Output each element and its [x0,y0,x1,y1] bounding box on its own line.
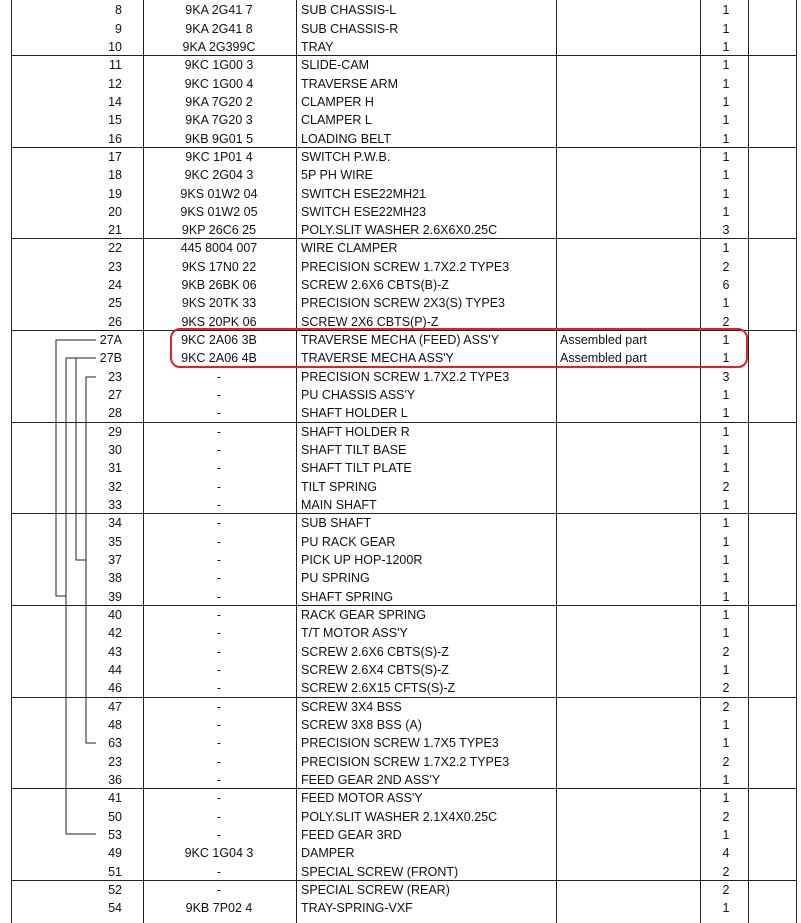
table-row [0,514,801,532]
part-number: - [216,369,222,384]
quantity: 1 [722,901,730,916]
item-number: 16 [108,131,122,146]
item-number: 35 [108,534,122,549]
part-number: 9KC 2A06 3B [181,333,257,348]
table-row [0,423,801,441]
table-row [0,166,801,184]
description: SLIDE-CAM [301,58,370,73]
quantity: 1 [722,168,730,183]
quantity: 1 [722,828,730,843]
item-number: 51 [108,864,122,879]
item-number: 14 [108,94,122,109]
item-number: 17 [108,149,122,164]
item-number: 38 [108,571,122,586]
item-number: 26 [108,314,122,329]
description: PRECISION SCREW 1.7X5 TYPE3 [301,736,499,751]
description: POLY.SLIT WASHER 2.6X6X0.25C [301,223,498,238]
quantity: 1 [722,663,730,678]
table-row [0,130,801,148]
part-number: 9KP 26C6 25 [181,223,257,238]
item-number: 47 [108,699,122,714]
quantity: 1 [722,534,730,549]
part-number: - [216,718,222,733]
description: TRAVERSE MECHA ASS'Y [301,351,454,366]
item-number: 50 [108,809,122,824]
item-number: 32 [108,479,122,494]
description: PRECISION SCREW 1.7X2.2 TYPE3 [301,754,510,769]
part-number: - [216,461,222,476]
table-row [0,478,801,496]
table-row [0,881,801,899]
description: PRECISION SCREW 1.7X2.2 TYPE3 [301,259,510,274]
table-row [0,533,801,551]
item-number: 9 [115,21,122,36]
quantity: 2 [722,259,730,274]
table-row [0,221,801,239]
table-row [0,808,801,826]
description: SUB SHAFT [301,516,372,531]
quantity: 1 [722,296,730,311]
part-number: - [216,589,222,604]
part-number: - [216,498,222,513]
part-number: 9KC 2A06 4B [181,351,257,366]
quantity: 1 [722,589,730,604]
item-number: 37 [108,553,122,568]
item-number: 44 [108,663,122,678]
description: POLY.SLIT WASHER 2.1X4X0.25C [301,809,498,824]
part-number: 9KC 1G04 3 [184,846,254,861]
table-row [0,789,801,807]
quantity: 1 [722,333,730,348]
quantity: 2 [722,644,730,659]
quantity: 2 [722,699,730,714]
description: CLAMPER H [301,94,374,109]
description: PICK UP HOP-1200R [301,553,423,568]
table-row [0,753,801,771]
description: PU CHASSIS ASS'Y [301,388,416,403]
item-number: 54 [108,901,122,916]
table-row [0,56,801,74]
table-row [0,496,801,514]
quantity: 1 [722,3,730,18]
table-row [0,404,801,422]
table-row [0,93,801,111]
table-row [0,386,801,404]
quantity: 1 [722,113,730,128]
description: 5P PH WIRE [301,168,374,183]
item-number: 29 [108,424,122,439]
quantity: 1 [722,571,730,586]
quantity: 1 [722,736,730,751]
quantity: 2 [722,809,730,824]
description: SPECIAL SCREW (REAR) [301,883,450,898]
description: SCREW 2.6X6 CBTS(B)-Z [301,278,449,293]
item-number: 34 [108,516,122,531]
item-number: 63 [108,736,122,751]
table-row [0,771,801,789]
table-row [0,551,801,569]
quantity: 2 [722,479,730,494]
item-number: 31 [108,461,122,476]
quantity: 2 [722,754,730,769]
quantity: 1 [722,553,730,568]
description: SCREW 3X4 BSS [301,699,402,714]
part-number: - [216,388,222,403]
quantity: 2 [722,681,730,696]
description: FEED GEAR 3RD [301,828,402,843]
part-number: 9KS 20PK 06 [181,314,257,329]
description: SWITCH P.W.B. [301,149,391,164]
description: SCREW 2.6X4 CBTS(S)-Z [301,663,449,678]
part-number: 9KC 2G04 3 [184,168,254,183]
part-number: - [216,681,222,696]
item-number: 42 [108,626,122,641]
quantity: 1 [722,186,730,201]
quantity: 1 [722,626,730,641]
description: SUB CHASSIS-R [301,21,399,36]
item-number: 27B [99,351,122,366]
quantity: 1 [722,406,730,421]
part-number: 9KS 01W2 05 [180,204,258,219]
description: PU SPRING [301,571,370,586]
quantity: 1 [722,351,730,366]
part-number: 9KA 7G20 3 [185,113,253,128]
description: SCREW 2X6 CBTS(P)-Z [301,314,439,329]
description: SUB CHASSIS-L [301,3,397,18]
description: RACK GEAR SPRING [301,608,427,623]
table-row [0,716,801,734]
quantity: 1 [722,718,730,733]
part-number: - [216,883,222,898]
item-number: 48 [108,718,122,733]
table-row [0,441,801,459]
description: LOADING BELT [301,131,392,146]
description: SPECIAL SCREW (FRONT) [301,864,459,879]
table-row [0,1,801,19]
part-number: - [216,553,222,568]
part-number: - [216,479,222,494]
table-row [0,643,801,661]
item-number: 22 [108,241,122,256]
remarks: Assembled part [560,333,647,348]
item-number: 23 [108,369,122,384]
quantity: 2 [722,314,730,329]
part-number: 9KC 1P01 4 [185,149,253,164]
part-number: - [216,663,222,678]
item-number: 40 [108,608,122,623]
description: TILT SPRING [301,479,377,494]
item-number: 8 [115,3,122,18]
part-number: - [216,791,222,806]
description: DAMPER [301,846,355,861]
part-number: 9KC 1G00 3 [184,58,254,73]
table-row [0,148,801,166]
quantity: 1 [722,461,730,476]
part-number: - [216,754,222,769]
item-number: 11 [109,58,122,73]
description: TRAY-SPRING-VXF [301,901,413,916]
description: SWITCH ESE22MH21 [301,186,427,201]
description: FEED GEAR 2ND ASS'Y [301,773,441,788]
part-number: - [216,626,222,641]
item-number: 15 [108,113,122,128]
item-number: 30 [108,443,122,458]
description: SWITCH ESE22MH23 [301,204,427,219]
table-row [0,276,801,294]
part-number: 9KC 1G00 4 [184,76,254,91]
part-number: - [216,644,222,659]
quantity: 1 [722,58,730,73]
item-number: 21 [108,223,122,238]
item-number: 43 [108,644,122,659]
part-number: - [216,736,222,751]
quantity: 1 [722,94,730,109]
item-number: 23 [108,754,122,769]
table-row [0,826,801,844]
item-number: 28 [108,406,122,421]
table-row [0,844,801,862]
table-row [0,606,801,624]
highlight-outline [170,328,748,368]
item-number: 19 [108,186,122,201]
table-row [0,38,801,56]
table-row [0,569,801,587]
table-row [0,459,801,477]
table-row [0,111,801,129]
part-number: - [216,424,222,439]
part-number: - [216,773,222,788]
part-number: 9KA 2G399C [182,39,256,54]
table-row [0,258,801,276]
part-number: 9KS 17N0 22 [181,259,257,274]
item-number: 23 [108,259,122,274]
table-row [0,185,801,203]
description: WIRE CLAMPER [301,241,398,256]
part-number: - [216,699,222,714]
item-number: 10 [108,39,122,54]
description: PRECISION SCREW 2X3(S) TYPE3 [301,296,505,311]
part-number: 9KB 7P02 4 [185,901,253,916]
table-row [0,698,801,716]
quantity: 1 [722,39,730,54]
remarks: Assembled part [560,351,647,366]
item-number: 46 [108,681,122,696]
quantity: 2 [722,883,730,898]
part-number: - [216,828,222,843]
table-row [0,661,801,679]
part-number: - [216,534,222,549]
part-number: 445 8004 007 [180,241,258,256]
table-row [0,624,801,642]
table-row [0,588,801,606]
quantity: 3 [722,369,730,384]
quantity: 1 [722,791,730,806]
description: SHAFT TILT PLATE [301,461,412,476]
part-number: - [216,516,222,531]
part-number: 9KA 2G41 8 [185,21,253,36]
quantity: 4 [722,846,730,861]
table-row [0,294,801,312]
quantity: 1 [722,424,730,439]
description: TRAVERSE MECHA (FEED) ASS'Y [301,333,500,348]
part-number: - [216,864,222,879]
item-number: 41 [108,791,122,806]
table-row [0,863,801,881]
part-number: - [216,571,222,586]
item-number: 53 [108,828,122,843]
part-number: - [216,608,222,623]
quantity: 6 [722,278,730,293]
part-number: 9KA 7G20 2 [185,94,253,109]
description: TRAY [301,39,334,54]
table-row [0,203,801,221]
description: TRAVERSE ARM [301,76,399,91]
quantity: 1 [722,204,730,219]
description: FEED MOTOR ASS'Y [301,791,423,806]
description: SHAFT TILT BASE [301,443,407,458]
quantity: 2 [722,864,730,879]
table-row [0,899,801,917]
description: SCREW 2.6X15 CFTS(S)-Z [301,681,456,696]
description: PRECISION SCREW 1.7X2.2 TYPE3 [301,369,510,384]
item-number: 49 [108,846,122,861]
item-number: 24 [108,278,122,293]
part-number: 9KA 2G41 7 [185,3,253,18]
item-number: 12 [108,76,122,91]
description: CLAMPER L [301,113,372,128]
item-number: 27A [99,333,122,348]
quantity: 1 [722,608,730,623]
description: MAIN SHAFT [301,498,377,513]
quantity: 1 [722,773,730,788]
part-number: - [216,443,222,458]
item-number: 36 [108,773,122,788]
item-number: 25 [108,296,122,311]
table-row [0,239,801,257]
part-number: 9KS 20TK 33 [181,296,257,311]
description: T/T MOTOR ASS'Y [301,626,408,641]
item-number: 33 [108,498,122,513]
description: SCREW 3X8 BSS (A) [301,718,422,733]
table-row [0,679,801,697]
part-number: 9KS 01W2 04 [180,186,258,201]
table-row [0,20,801,38]
quantity: 1 [722,388,730,403]
part-number: - [216,809,222,824]
description: SHAFT SPRING [301,589,394,604]
part-number: - [216,406,222,421]
part-number: 9KB 9G01 5 [184,131,254,146]
description: PU RACK GEAR [301,534,396,549]
quantity: 3 [722,223,730,238]
table-row [0,368,801,386]
table-row [0,75,801,93]
quantity: 1 [722,498,730,513]
quantity: 1 [722,131,730,146]
table-row [0,734,801,752]
item-number: 39 [108,589,122,604]
part-number: 9KB 26BK 06 [181,278,257,293]
item-number: 20 [108,204,122,219]
item-number: 18 [108,168,122,183]
description: SHAFT HOLDER L [301,406,408,421]
item-number: 27 [108,388,122,403]
description: SHAFT HOLDER R [301,424,410,439]
quantity: 1 [722,21,730,36]
quantity: 1 [722,76,730,91]
quantity: 1 [722,241,730,256]
quantity: 1 [722,149,730,164]
item-number: 52 [108,883,122,898]
description: SCREW 2.6X6 CBTS(S)-Z [301,644,449,659]
quantity: 1 [722,516,730,531]
quantity: 1 [722,443,730,458]
